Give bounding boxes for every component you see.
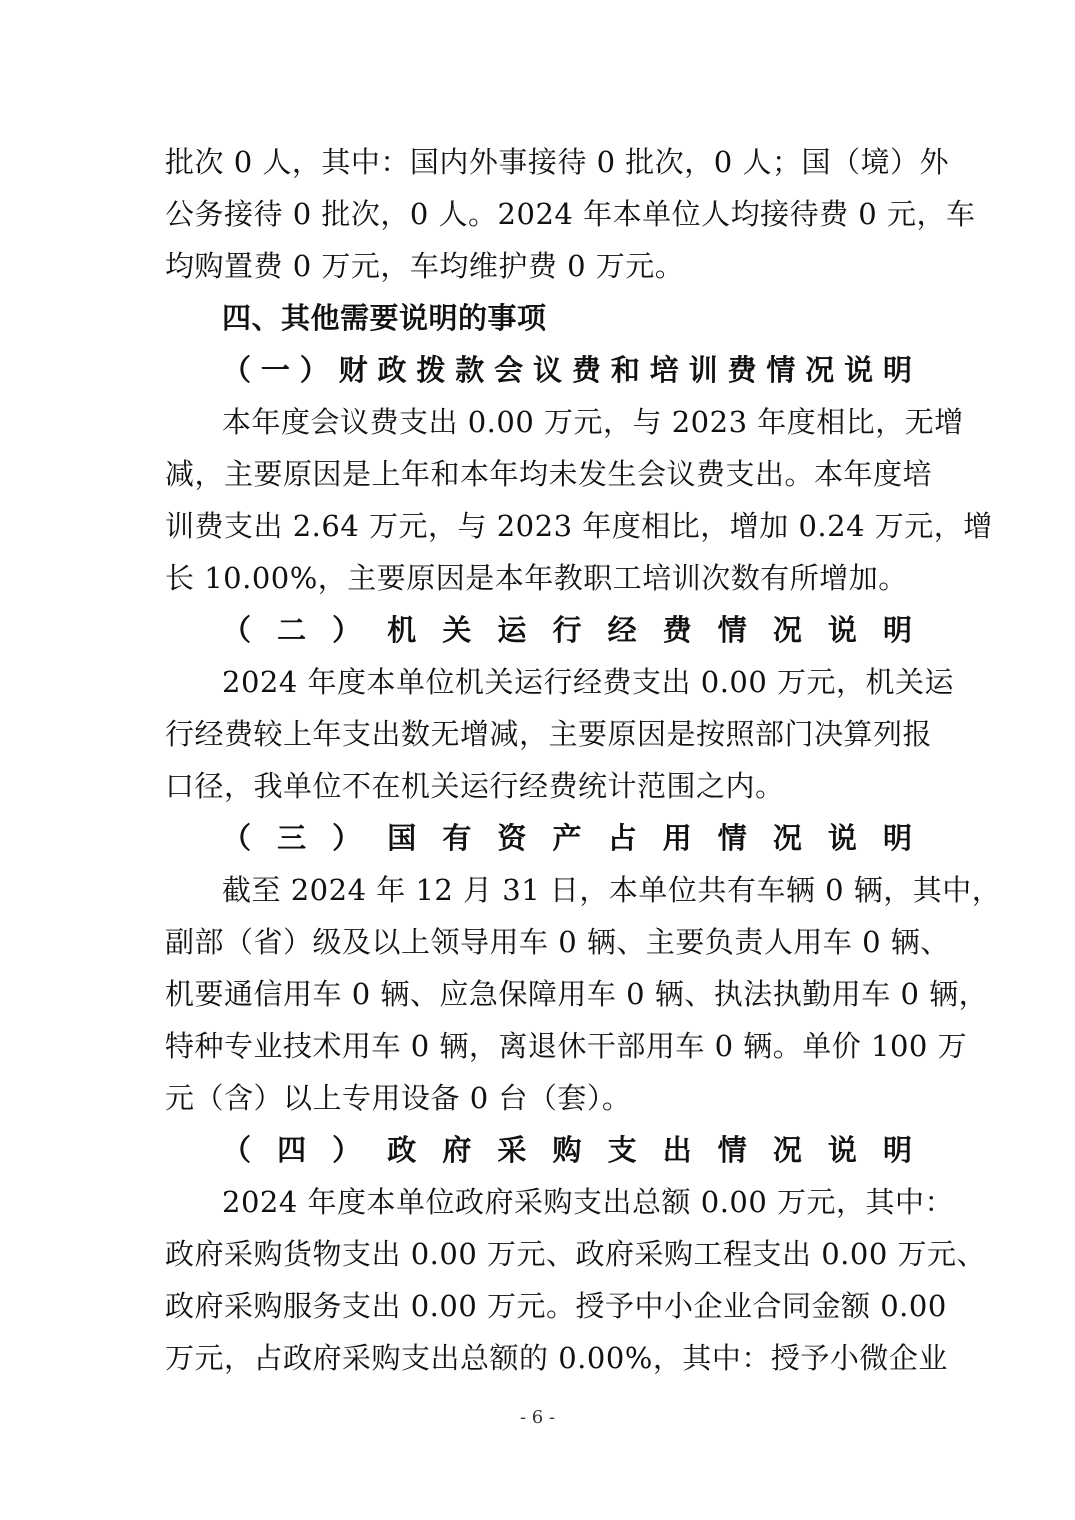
paragraph-line: 训费支出 2.64 万元，与 2023 年度相比，增加 0.24 万元，增 [165,509,993,543]
paragraph-line: 均购置费 0 万元，车均维护费 0 万元。 [165,249,685,283]
paragraph-line: 政府采购货物支出 0.00 万元、政府采购工程支出 0.00 万元、 [165,1237,987,1271]
paragraph-line: 副部（省）级及以上领导用车 0 辆、主要负责人用车 0 辆、 [165,925,950,959]
paragraph-line: 2024 年度本单位政府采购支出总额 0.00 万元，其中： [222,1185,955,1219]
section-heading: 四、其他需要说明的事项 [222,301,547,335]
paragraph-line: 口径，我单位不在机关运行经费统计范围之内。 [165,769,785,803]
subsection-heading: （三）国有资产占用情况说明 [222,821,913,855]
paragraph-line: 2024 年度本单位机关运行经费支出 0.00 万元，机关运 [222,665,955,699]
paragraph-line: 政府采购服务支出 0.00 万元。授予中小企业合同金额 0.00 [165,1289,947,1323]
paragraph-line: 元（含）以上专用设备 0 台（套）。 [165,1081,632,1115]
paragraph-line: 特种专业技术用车 0 辆，离退休干部用车 0 辆。单价 100 万 [165,1029,968,1063]
paragraph-line: 长 10.00%，主要原因是本年教职工培训次数有所增加。 [165,561,908,595]
paragraph-line: 公务接待 0 批次，0 人。2024 年本单位人均接待费 0 元，车 [165,197,976,231]
subsection-heading: （一）财政拨款会议费和培训费情况说明 [222,353,913,387]
paragraph-line: 万元，占政府采购支出总额的 0.00%，其中：授予小微企业 [165,1341,948,1375]
paragraph-line: 截至 2024 年 12 月 31 日，本单位共有车辆 0 辆，其中， [222,873,1002,907]
subsection-heading: （二）机关运行经费情况说明 [222,613,913,647]
paragraph-line: 批次 0 人，其中：国内外事接待 0 批次，0 人；国（境）外 [165,145,949,179]
subsection-heading: （四）政府采购支出情况说明 [222,1133,913,1167]
paragraph-line: 本年度会议费支出 0.00 万元，与 2023 年度相比，无增 [222,405,964,439]
paragraph-line: 行经费较上年支出数无增减，主要原因是按照部门决算列报 [165,717,933,751]
page-number: - 6 - [519,1407,556,1428]
paragraph-line: 减，主要原因是上年和本年均未发生会议费支出。本年度培 [165,457,933,491]
paragraph-line: 机要通信用车 0 辆、应急保障用车 0 辆、执法执勤用车 0 辆， [165,977,989,1011]
